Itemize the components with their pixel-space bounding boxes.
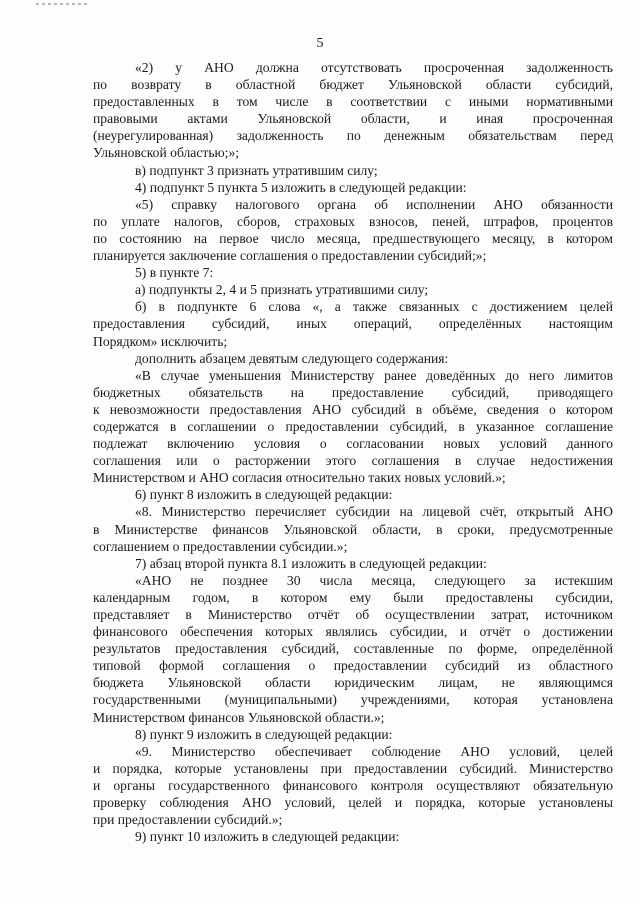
text-line: соглашением о предоставлении субсидии.»; [93, 538, 348, 554]
paragraph [93, 572, 613, 726]
text-line: к невозможности предоставления АНО субсидий в объёме, сведения о котором [93, 401, 613, 417]
scan-artifact [36, 3, 90, 5]
text-line: Порядком» исключить; [93, 333, 228, 349]
text-line: «8. Министерство перечисляет субсидии на лицевой счёт, открытый АНО [135, 504, 613, 520]
text-line: и органы государственного финансового контроля осуществляют обязательную [93, 777, 613, 793]
text-line: 6) пункт 8 изложить в следующей редакции: [135, 487, 393, 503]
text-line: в Министерстве финансов Ульяновской области, в сроки, предусмотренные [93, 521, 613, 537]
text-line: «2) у АНО должна отсутствовать просроченная задолженность [135, 60, 613, 75]
text-line: «5) справку налогового органа об исполнении АНО обязанности [135, 196, 613, 212]
text-line: типовой формой соглашения о предоставлении субсидий из областного [93, 658, 613, 674]
text-line: по состоянию на первое число месяца, предшествующего месяцу, в котором [93, 230, 613, 246]
paragraph [93, 503, 613, 554]
text-line: 8) пункт 9 изложить в следующей редакции: [135, 726, 393, 742]
text-line: 7) абзац второй пункта 8.1 изложить в следующей редакции: [135, 555, 487, 571]
text-line: календарным годом, в котором ему были предоставлены субсидии, [93, 589, 613, 605]
page-number: 5 [316, 36, 324, 51]
text-line: представляет в Министерство отчёт об осуществлении затрат, источником [93, 607, 613, 622]
paragraph [93, 59, 613, 162]
text-line: по уплате налогов, сборов, страховых взносов, пеней, штрафов, процентов [93, 213, 613, 229]
paragraph [93, 264, 613, 281]
paragraph [93, 743, 613, 828]
text-line: «В случае уменьшения Министерству ранее доведённых до него лимитов [135, 367, 613, 383]
text-line: результатов предоставления субсидий, составленные по форме, определённой [93, 641, 613, 657]
text-line: подлежат включению условия о согласовании новых условий данного [93, 436, 613, 452]
paragraph [93, 350, 613, 367]
paragraph [93, 179, 613, 196]
text-line: бюджетных обязательств на предоставление субсидий, приводящего [93, 384, 613, 400]
text-line: в) подпункт 3 признать утратившим силу; [135, 162, 378, 178]
paragraph [93, 298, 613, 349]
paragraph [93, 367, 613, 487]
paragraph [93, 726, 613, 743]
text-line: 4) подпункт 5 пункта 5 изложить в следующей редакции: [135, 179, 467, 195]
text-line: Министерством финансов Ульяновской области.»; [93, 709, 385, 725]
text-line: предоставленных в том числе в соответствии с иными нормативными [93, 94, 613, 110]
text-line: предоставления субсидий, иных операций, определённых настоящим [93, 316, 613, 332]
paragraph [93, 196, 613, 264]
paragraph [93, 486, 613, 503]
paragraph [93, 281, 613, 298]
text-line: финансового обеспечения которых являлись субсидии, и отчёт о достижении [93, 624, 613, 640]
text-line: (неурегулированная) задолженность по денежным обязательствам перед [93, 128, 613, 144]
text-line: проверку соблюдения АНО условий, целей и порядка, которые установлены [93, 795, 613, 811]
text-line: 9) пункт 10 изложить в следующей редакции: [135, 829, 400, 845]
paragraph [93, 555, 613, 572]
text-line: дополнить абзацем девятым следующего содержания: [135, 350, 449, 366]
text-line: содержатся в соглашении о предоставлении субсидий, в указанное соглашение [93, 418, 613, 434]
text-line: при предоставлении субсидий.»; [93, 812, 283, 828]
text-line: соглашения или о расторжении этого соглашения в случае недостижения [93, 453, 613, 469]
text-line: «9. Министерство обеспечивает соблюдение АНО условий, целей [135, 743, 613, 759]
text-line: государственными (муниципальными) учреждениями, которая установлена [93, 692, 613, 708]
text-line: а) подпункты 2, 4 и 5 признать утратившими силу; [135, 282, 429, 298]
text-line: «АНО не позднее 30 числа месяца, следующего за истекшим [135, 572, 613, 588]
text-line: Министерством и АНО согласия относительно таких новых условий.»; [93, 470, 506, 486]
text-line: 5) в пункте 7: [135, 265, 214, 281]
text-line: Ульяновской областью;»; [93, 145, 240, 161]
document-body [93, 59, 613, 845]
text-line: б) в подпункте 6 слова «, а также связанных с достижением целей [135, 299, 613, 315]
text-line: планируется заключение соглашения о предоставлении субсидий;»; [93, 248, 487, 264]
paragraph [93, 828, 613, 845]
paragraph [93, 162, 613, 179]
text-line: правовыми актами Ульяновской области, и иная просроченная [93, 111, 613, 127]
text-line: и порядка, которые установлены при предоставлении субсидий. Министерство [93, 760, 613, 776]
text-line: по возврату в областной бюджет Ульяновской области субсидий, [93, 77, 613, 93]
text-line: бюджета Ульяновской области юридическим лицам, не являющимся [93, 675, 613, 691]
